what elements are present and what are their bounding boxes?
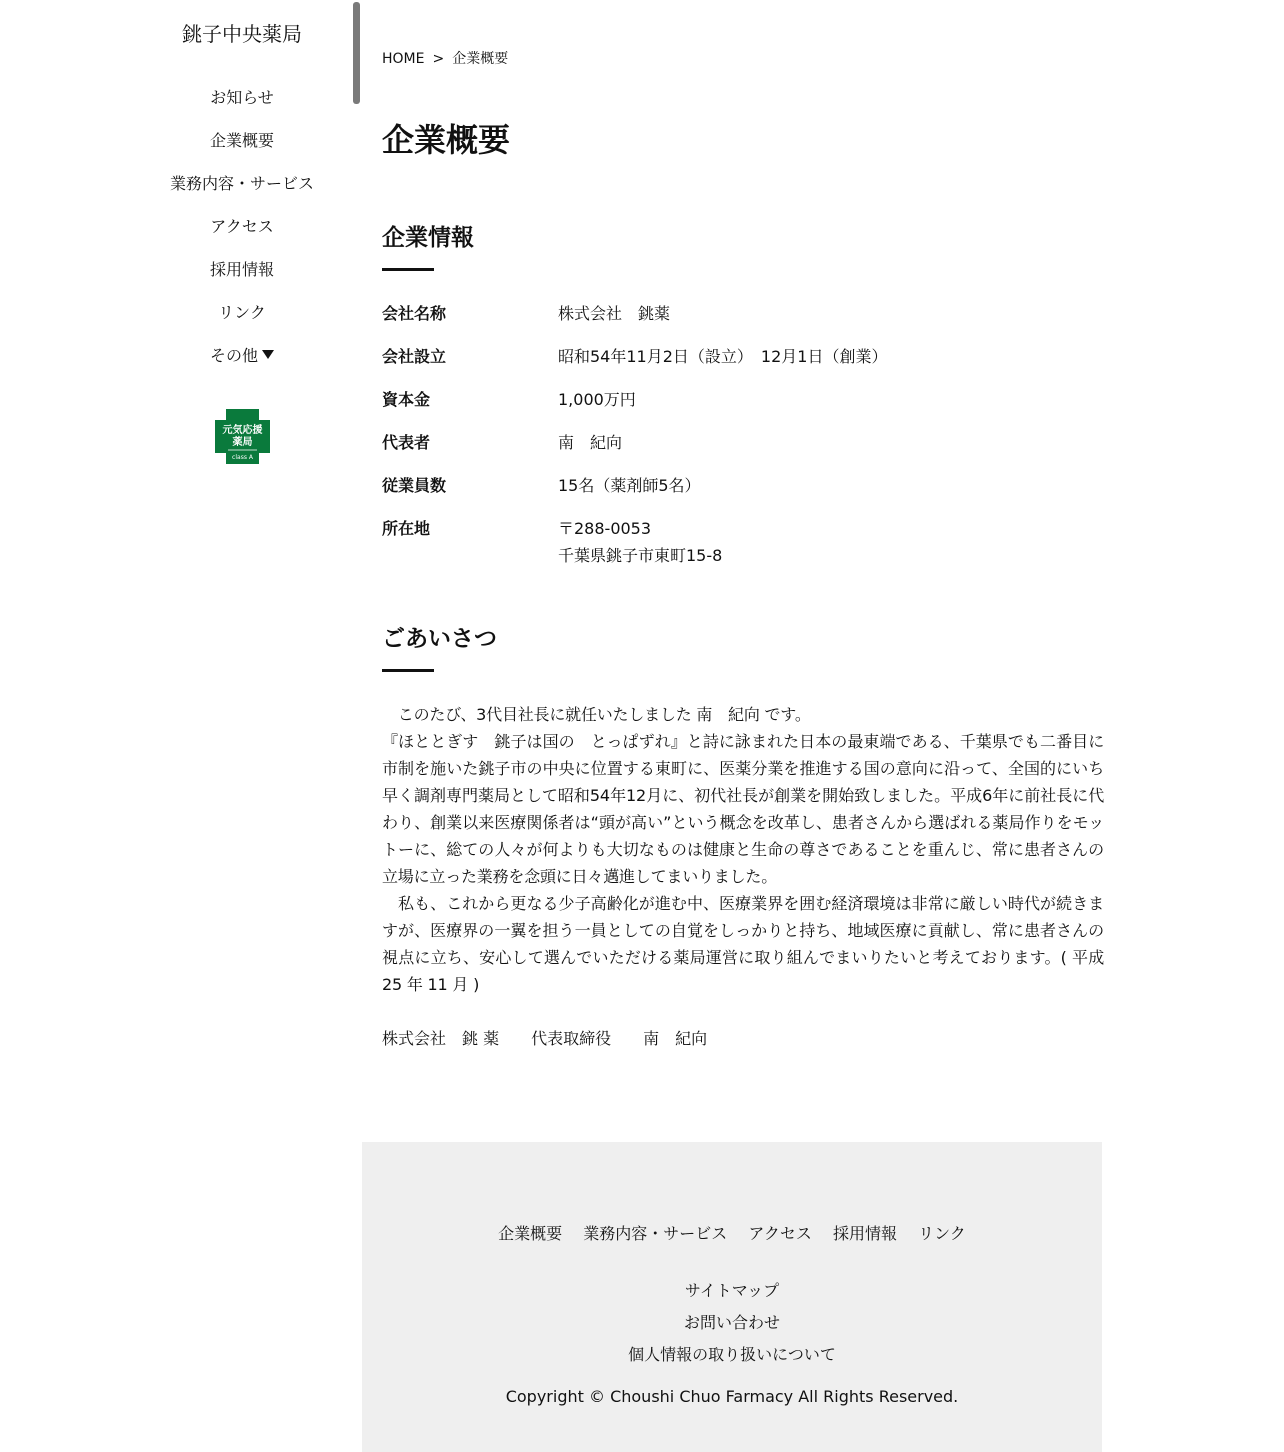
sidebar-item-links[interactable] [122, 301, 362, 344]
street-address: 千葉県銚子市東町15-8 [558, 546, 723, 565]
footer-link-links[interactable]: リンク [918, 1224, 966, 1243]
greeting-paragraph: 私も、これから更なる少子高齢化が進む中、医療業界を囲む経済環境は非常に厳しい時代が続きますが、医療界の一翼を担う一員としての自覚をしっかりと持ち、地域医療に貢献し、常に患者さんの視点に立ち、安心して選んでいただける薬局運営に取り組んでまいりたいと考えております。( 平成 25 年 11 月 ) [382, 894, 1104, 994]
info-row-representative [382, 429, 1104, 456]
greeting-body [382, 701, 1104, 998]
greeting-heading: ごあいさつ [382, 623, 497, 655]
info-label: 資本金 [382, 390, 431, 409]
footer-link-contact[interactable]: お問い合わせ [683, 1313, 780, 1332]
sidebar-nav [122, 86, 362, 387]
genki-pharmacy-badge[interactable] [215, 409, 270, 464]
info-label: 会社設立 [382, 347, 447, 366]
info-value: 南 紀向 [558, 433, 623, 452]
footer [362, 1142, 1102, 1452]
footer-link-company[interactable]: 企業概要 [498, 1224, 563, 1243]
info-value: 1,000万円 [558, 390, 636, 409]
info-value: 昭和54年11月2日（設立） 12月1日（創業） [558, 347, 888, 366]
info-row-address [382, 515, 1104, 569]
sidebar-item-other[interactable] [122, 344, 362, 387]
sidebar-item-label[interactable]: 企業概要 [209, 131, 274, 150]
breadcrumb-separator: > [432, 51, 445, 67]
breadcrumb-home[interactable]: HOME [382, 51, 425, 67]
footer-link-services[interactable]: 業務内容・サービス [583, 1224, 728, 1243]
footer-nav [362, 1222, 1102, 1246]
footer-link-privacy[interactable]: 個人情報の取り扱いについて [628, 1345, 836, 1364]
breadcrumb [382, 50, 508, 68]
sidebar-item-label[interactable]: その他 [209, 346, 258, 365]
info-value: 株式会社 銚薬 [558, 304, 671, 323]
postal-code: 〒288-0053 [558, 519, 652, 538]
sidebar-item-news[interactable] [122, 86, 362, 129]
breadcrumb-current: 企業概要 [452, 51, 509, 67]
sidebar-item-access[interactable] [122, 215, 362, 258]
sidebar-item-label[interactable]: アクセス [210, 217, 274, 236]
info-value: 15名（薬剤師5名） [558, 476, 701, 495]
info-label: 従業員数 [382, 476, 447, 495]
company-info-table [382, 300, 1104, 585]
info-label: 代表者 [382, 433, 431, 452]
info-row-established [382, 343, 1104, 370]
sidebar-item-label[interactable]: 採用情報 [209, 260, 274, 279]
info-row-employees [382, 472, 1104, 499]
sidebar-item-services[interactable] [122, 172, 362, 215]
footer-link-access[interactable]: アクセス [748, 1224, 812, 1243]
info-row-capital [382, 386, 1104, 413]
sidebar-item-label[interactable]: お知らせ [210, 88, 274, 107]
company-info-heading: 企業情報 [382, 222, 474, 254]
footer-link-sitemap[interactable]: サイトマップ [684, 1281, 780, 1300]
footer-link-recruit[interactable]: 採用情報 [833, 1224, 898, 1243]
badge-line2: 薬局 [232, 437, 253, 448]
sidebar-item-label[interactable]: 業務内容・サービス [169, 174, 314, 193]
greeting-signature: 株式会社 銚 薬 代表取締役 南 紀向 [382, 1029, 708, 1048]
info-row-company-name [382, 300, 1104, 327]
site-title[interactable]: 銚子中央薬局 [182, 22, 302, 46]
greeting-paragraph: このたび、3代目社長に就任いたしました 南 紀向 です。 [382, 705, 811, 724]
footer-secondary-links [362, 1275, 1102, 1371]
caret-down-icon[interactable] [262, 350, 274, 359]
copyright: Copyright © Choushi Chuo Farmacy All Rights Reserved. [505, 1387, 959, 1406]
greeting-paragraph: 『ほととぎす 銚子は国の とっぱずれ』と詩に詠まれた日本の最東端である、千葉県でも二番目に市制を施いた銚子市の中央に位置する東町に、医薬分業を推進する国の意向に沿って、全国的にいち早く調剤専門薬局として昭和54年12月に、初代社長が創業を開始致しました。平成6年に前社長に代わり、創業以来医療関係者は“頭が高い”という概念を改革し、患者さんから選ばれる薬局作りをモットーに、総ての人々が何よりも大切なものは健康と生命の尊さであることを重んじ、常に患者さんの立場に立った業務を念頭に日々邁進してまいりました。 [382, 732, 1104, 886]
page-title: 企業概要 [382, 121, 511, 159]
info-value [558, 515, 1104, 569]
sidebar-item-label[interactable]: リンク [218, 303, 266, 322]
sidebar-item-company[interactable] [122, 129, 362, 172]
sidebar-item-recruit[interactable] [122, 258, 362, 301]
badge-line1: 元気応援 [222, 425, 263, 436]
info-label: 所在地 [382, 519, 431, 538]
info-label: 会社名称 [382, 304, 447, 323]
badge-line3: class A [232, 454, 253, 461]
